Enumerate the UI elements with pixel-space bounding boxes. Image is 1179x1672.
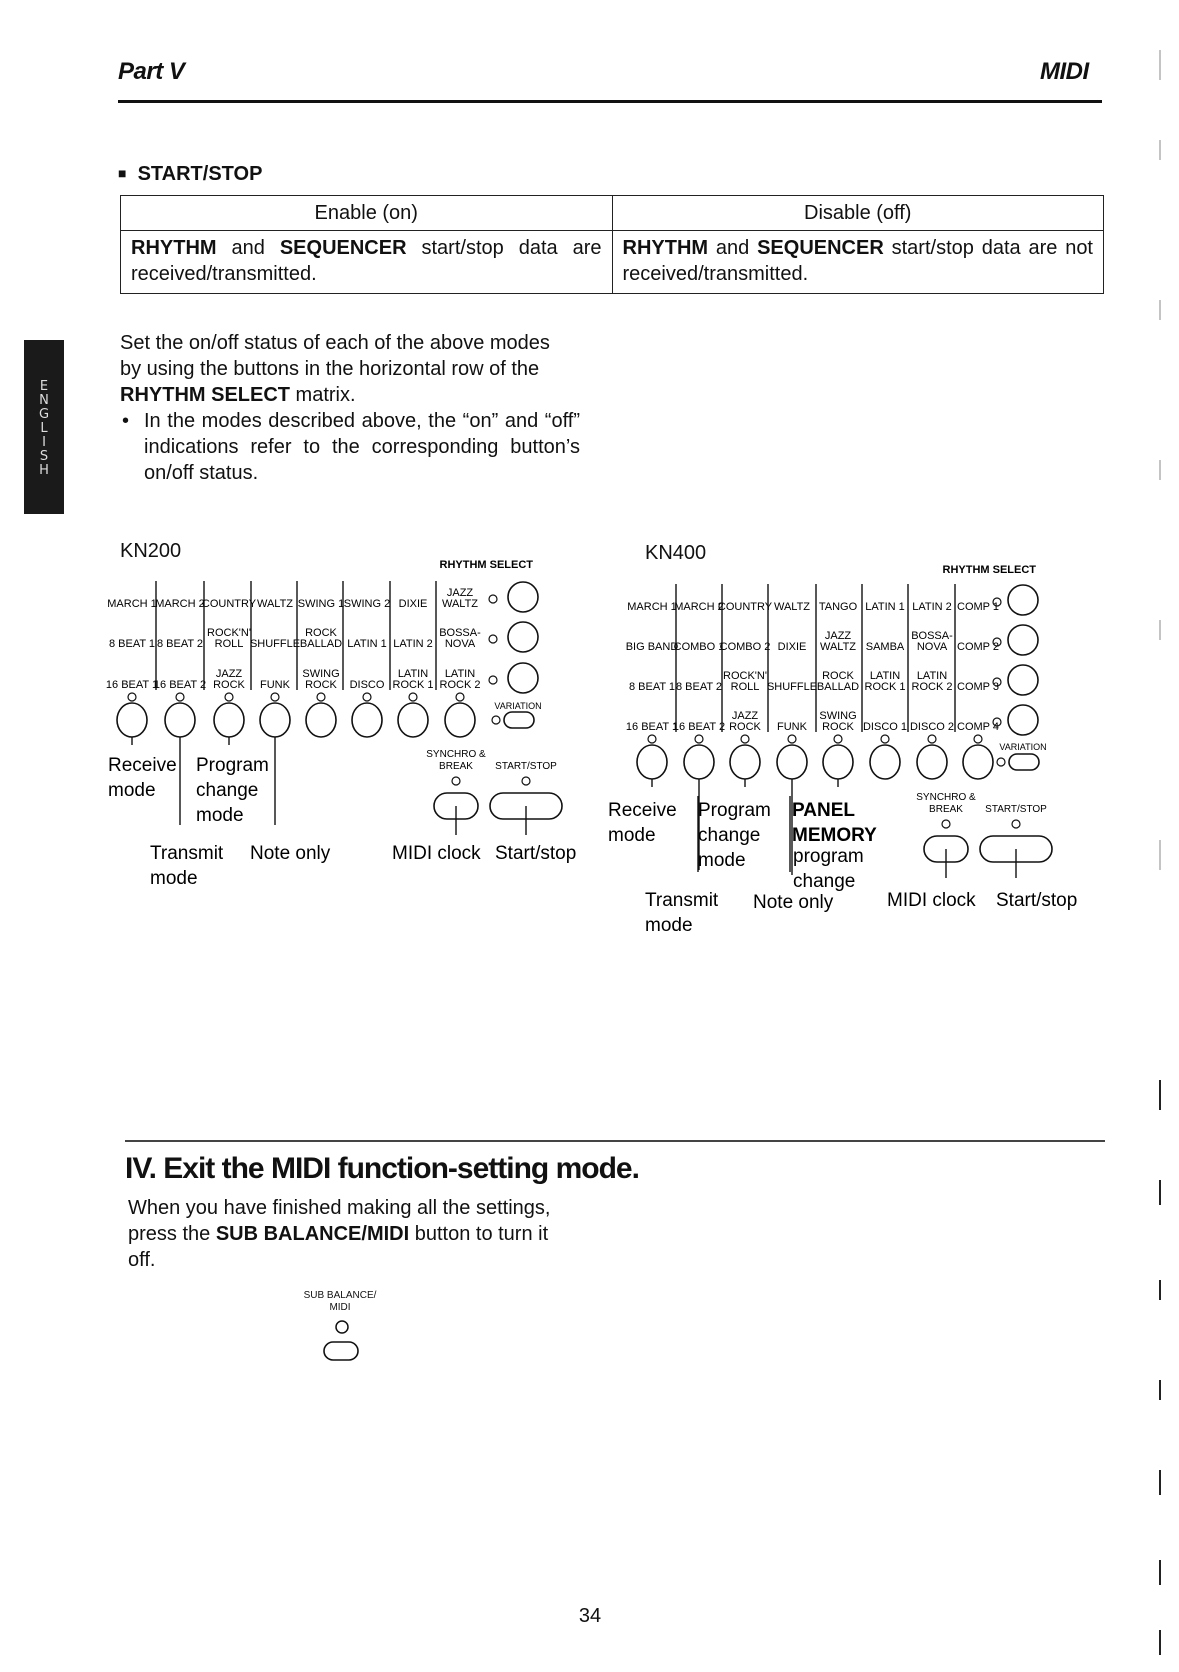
row-select-button-icon bbox=[508, 582, 538, 612]
column-button-icon bbox=[398, 703, 428, 737]
rhythm-cell-l1: LATIN bbox=[916, 670, 948, 682]
column-led-icon bbox=[128, 693, 136, 701]
instruction-paragraph: Set the on/off status of each of the above modes by using the buttons in the horizontal row of the RHYTHM SELECT matrix. • In the modes described above, the “on” and “off” indications refer to the corresponding button’s on/off status. bbox=[120, 332, 580, 484]
rhythm-cell-l2: BALLAD bbox=[816, 681, 860, 693]
language-tab bbox=[24, 340, 64, 514]
column-button-icon bbox=[684, 745, 714, 779]
sub-balance-label: SUB BALANCE/ MIDI bbox=[303, 1290, 377, 1313]
rhythm-cell: BIG BAND bbox=[625, 641, 679, 653]
rhythm-cell-l1: JAZZ bbox=[215, 668, 243, 680]
rhythm-cell: 8 BEAT 2 bbox=[675, 681, 723, 693]
receive-label-l2: mode bbox=[108, 780, 156, 801]
column-button-icon bbox=[214, 703, 244, 737]
row-select-button-icon bbox=[1008, 665, 1038, 695]
rhythm-cell-l2: ROCK bbox=[822, 721, 854, 733]
rhythm-cell-l2: WALTZ bbox=[441, 598, 479, 610]
rhythm-cell: DIXIE bbox=[398, 598, 428, 610]
column-button-icon bbox=[165, 703, 195, 737]
column-button-icon bbox=[117, 703, 147, 737]
note-label: Note only bbox=[753, 892, 834, 913]
row-led-icon bbox=[489, 676, 497, 684]
variation-label: VARIATION bbox=[999, 742, 1047, 752]
column-led-icon bbox=[456, 693, 464, 701]
program-label-l1: Program bbox=[196, 755, 269, 776]
program-label-l3: mode bbox=[698, 850, 746, 871]
rhythm-cell: LATIN 1 bbox=[865, 601, 905, 613]
variation-label: VARIATION bbox=[494, 701, 542, 711]
header-rule bbox=[118, 100, 1102, 103]
start-stop-led-icon bbox=[522, 777, 530, 785]
section4-text: When you have finished making all the settings, press the SUB BALANCE/MIDI button to turn it off. bbox=[128, 1197, 551, 1271]
column-button-icon bbox=[963, 745, 993, 779]
rhythm-cell-l1: SWING bbox=[302, 668, 340, 680]
rhythm-cell: 16 BEAT 2 bbox=[672, 721, 726, 733]
column-button-icon bbox=[870, 745, 900, 779]
rhythm-select-label: RHYTHM SELECT bbox=[942, 564, 1036, 576]
start-stop-label: START/STOP bbox=[495, 761, 557, 772]
rhythm-cell-l1: ROCK bbox=[305, 627, 337, 639]
start-stop-text: Start/stop bbox=[495, 843, 577, 864]
program-label-l3: mode bbox=[196, 805, 244, 826]
column-button-icon bbox=[637, 745, 667, 779]
table-header-disable: Disable (off) bbox=[612, 196, 1104, 231]
rhythm-cell-l2: ROCK bbox=[213, 679, 245, 691]
column-led-icon bbox=[834, 735, 842, 743]
rhythm-cell: DIXIE bbox=[777, 641, 807, 653]
section-title: START/STOP bbox=[137, 163, 263, 185]
rhythm-cell: MARCH 2 bbox=[674, 601, 724, 613]
rhythm-cell: DISCO bbox=[349, 679, 385, 691]
rhythm-cell-l1: BOSSA- bbox=[911, 630, 953, 642]
panel-sub-label-l2: change bbox=[793, 871, 856, 892]
rhythm-cell-l1: JAZZ bbox=[446, 587, 474, 599]
rhythm-cell-l2: ROCK bbox=[729, 721, 761, 733]
rhythm-cell-l1: LATIN bbox=[869, 670, 901, 682]
rhythm-cell-l2: ROLL bbox=[214, 638, 244, 650]
start-stop-table bbox=[120, 195, 1104, 294]
variation-led-icon bbox=[492, 716, 500, 724]
synchro-led-icon bbox=[942, 820, 950, 828]
column-led-icon bbox=[271, 693, 279, 701]
program-label-l2: change bbox=[196, 780, 259, 801]
synchro-label-2: BREAK bbox=[929, 804, 963, 815]
rhythm-cell: LATIN 2 bbox=[912, 601, 952, 613]
column-led-icon bbox=[225, 693, 233, 701]
rhythm-cell: 16 BEAT 1 bbox=[105, 679, 159, 691]
rhythm-cell: LATIN 2 bbox=[393, 638, 433, 650]
rhythm-cell: MARCH 1 bbox=[107, 598, 157, 610]
column-led-icon bbox=[409, 693, 417, 701]
section4-heading: IV. Exit the MIDI function-setting mode. bbox=[125, 1152, 639, 1185]
rhythm-cell-l2: NOVA bbox=[916, 641, 948, 653]
transmit-label-l1: Transmit bbox=[645, 890, 719, 911]
column-button-icon bbox=[730, 745, 760, 779]
note-label: Note only bbox=[250, 843, 331, 864]
table-cell-enable: RHYTHM and SEQUENCER start/stop data are received/transmitted. bbox=[121, 231, 613, 294]
rhythm-cell-l1: SWING bbox=[819, 710, 857, 722]
receive-label-l1: Receive bbox=[608, 800, 677, 821]
rhythm-cell-l2: ROCK 1 bbox=[864, 681, 906, 693]
column-button-icon bbox=[445, 703, 475, 737]
column-button-icon bbox=[352, 703, 382, 737]
midi-clock-label: MIDI clock bbox=[392, 843, 481, 864]
rhythm-cell-l2: NOVA bbox=[444, 638, 476, 650]
rhythm-cell: TANGO bbox=[818, 601, 858, 613]
rhythm-cell: 8 BEAT 2 bbox=[156, 638, 204, 650]
panel-sub-label-l1: program bbox=[793, 846, 864, 867]
rhythm-cell: COMP 4 bbox=[957, 721, 999, 733]
rhythm-cell: COMBO 1 bbox=[673, 641, 725, 653]
start-stop-label: START/STOP bbox=[985, 804, 1047, 815]
scan-edge-marks bbox=[1150, 40, 1170, 1660]
transmit-label-l2: mode bbox=[150, 868, 198, 889]
row-select-button-icon bbox=[1008, 585, 1038, 615]
column-led-icon bbox=[363, 693, 371, 701]
column-led-icon bbox=[695, 735, 703, 743]
rhythm-cell-l2: ROCK bbox=[305, 679, 337, 691]
panel-memory-label-l2: MEMORY bbox=[792, 825, 877, 846]
column-led-icon bbox=[881, 735, 889, 743]
rhythm-cell: SAMBA bbox=[865, 641, 905, 653]
row-select-button-icon bbox=[508, 622, 538, 652]
rhythm-cell: 16 BEAT 1 bbox=[625, 721, 679, 733]
start-stop-led-icon bbox=[1012, 820, 1020, 828]
rhythm-cell-l1: ROCK'N' bbox=[207, 627, 251, 639]
column-button-icon bbox=[823, 745, 853, 779]
synchro-label-1: SYNCHRO & bbox=[426, 749, 486, 760]
rhythm-cell: 8 BEAT 1 bbox=[628, 681, 676, 693]
variation-button-icon bbox=[504, 712, 534, 728]
variation-led-icon bbox=[997, 758, 1005, 766]
rhythm-cell: COMP 2 bbox=[957, 641, 999, 653]
page-number: 34 bbox=[578, 1605, 602, 1627]
column-button-icon bbox=[917, 745, 947, 779]
row-select-button-icon bbox=[1008, 625, 1038, 655]
rhythm-cell: DISCO 1 bbox=[862, 721, 908, 733]
synchro-label-2: BREAK bbox=[439, 761, 473, 772]
sub-balance-midi-button[interactable] bbox=[320, 1318, 364, 1364]
rhythm-cell: 8 BEAT 1 bbox=[108, 638, 156, 650]
row-led-icon bbox=[489, 635, 497, 643]
panel-memory-label-l1: PANEL bbox=[792, 800, 855, 821]
kn400-diagram bbox=[608, 564, 1150, 990]
synchro-led-icon bbox=[452, 777, 460, 785]
rhythm-cell: COMP 1 bbox=[957, 601, 999, 613]
synchro-label-1: SYNCHRO & bbox=[916, 792, 976, 803]
led-icon bbox=[336, 1321, 348, 1333]
table-cell-disable: RHYTHM and SEQUENCER start/stop data are not received/transmitted. bbox=[612, 231, 1104, 294]
rhythm-cell-l2: WALTZ bbox=[819, 641, 857, 653]
rhythm-cell-l1: ROCK bbox=[822, 670, 854, 682]
rhythm-cell: COUNTRY bbox=[717, 601, 773, 613]
rhythm-cell-l1: JAZZ bbox=[824, 630, 852, 642]
section-heading bbox=[118, 163, 262, 186]
column-button-icon bbox=[777, 745, 807, 779]
program-label-l1: Program bbox=[698, 800, 771, 821]
kn400-model-label: KN400 bbox=[645, 542, 707, 564]
column-led-icon bbox=[317, 693, 325, 701]
rhythm-cell: LATIN 1 bbox=[347, 638, 387, 650]
rhythm-cell-l1: ROCK'N' bbox=[723, 670, 767, 682]
rhythm-cell-l2: BALLAD bbox=[299, 638, 343, 650]
rhythm-cell: FUNK bbox=[260, 679, 290, 691]
column-led-icon bbox=[176, 693, 184, 701]
rhythm-cell-l2: ROCK 2 bbox=[439, 679, 481, 691]
column-button-icon bbox=[260, 703, 290, 737]
rhythm-cell-l1: JAZZ bbox=[731, 710, 759, 722]
rhythm-select-label: RHYTHM SELECT bbox=[439, 559, 533, 571]
rhythm-cell: FUNK bbox=[777, 721, 807, 733]
rhythm-cell-l2: ROCK 1 bbox=[392, 679, 434, 691]
kn200-model-label: KN200 bbox=[120, 540, 182, 562]
column-led-icon bbox=[928, 735, 936, 743]
rhythm-cell-l1: LATIN bbox=[444, 668, 476, 680]
rhythm-cell: DISCO 2 bbox=[909, 721, 955, 733]
program-label-l2: change bbox=[698, 825, 761, 846]
chapter-label: MIDI bbox=[1040, 58, 1089, 85]
rhythm-cell: COMBO 2 bbox=[719, 641, 771, 653]
rhythm-cell-l1: BOSSA- bbox=[439, 627, 481, 639]
section-divider bbox=[125, 1140, 1105, 1142]
rhythm-cell: WALTZ bbox=[773, 601, 811, 613]
rhythm-cell: MARCH 2 bbox=[155, 598, 205, 610]
column-led-icon bbox=[974, 735, 982, 743]
section-bullet: ■ bbox=[118, 165, 127, 181]
column-led-icon bbox=[741, 735, 749, 743]
rhythm-cell-l1: LATIN bbox=[397, 668, 429, 680]
row-select-button-icon bbox=[1008, 705, 1038, 735]
rhythm-cell: 16 BEAT 2 bbox=[153, 679, 207, 691]
column-button-icon bbox=[306, 703, 336, 737]
table-header-enable: Enable (on) bbox=[121, 196, 613, 231]
transmit-label-l2: mode bbox=[645, 915, 693, 936]
receive-label-l1: Receive bbox=[108, 755, 177, 776]
start-stop-text: Start/stop bbox=[996, 890, 1078, 911]
rhythm-cell: SWING 2 bbox=[343, 598, 391, 610]
row-select-button-icon bbox=[508, 663, 538, 693]
bullet-item: • In the modes described above, the “on” and “off” indications refer to the corresponding button’s on/off status. bbox=[122, 410, 580, 484]
rhythm-cell: SWING 1 bbox=[297, 598, 345, 610]
rhythm-cell: MARCH 1 bbox=[627, 601, 677, 613]
rhythm-cell-l2: ROLL bbox=[730, 681, 760, 693]
receive-label-l2: mode bbox=[608, 825, 656, 846]
column-led-icon bbox=[648, 735, 656, 743]
language-tab-text: E N G L I S H bbox=[38, 379, 50, 478]
part-label: Part V bbox=[118, 58, 185, 85]
kn200-diagram bbox=[105, 559, 640, 985]
rhythm-cell-l2: ROCK 2 bbox=[911, 681, 953, 693]
rhythm-cell: COMP 3 bbox=[957, 681, 999, 693]
midi-clock-label: MIDI clock bbox=[887, 890, 976, 911]
rhythm-cell: SHUFFLE bbox=[249, 638, 301, 650]
variation-button-icon bbox=[1009, 754, 1039, 770]
rhythm-cell: SHUFFLE bbox=[766, 681, 818, 693]
rhythm-cell: COUNTRY bbox=[201, 598, 257, 610]
button-shape-icon bbox=[324, 1342, 358, 1360]
column-led-icon bbox=[788, 735, 796, 743]
row-led-icon bbox=[489, 595, 497, 603]
rhythm-cell: WALTZ bbox=[256, 598, 294, 610]
transmit-label-l1: Transmit bbox=[150, 843, 224, 864]
